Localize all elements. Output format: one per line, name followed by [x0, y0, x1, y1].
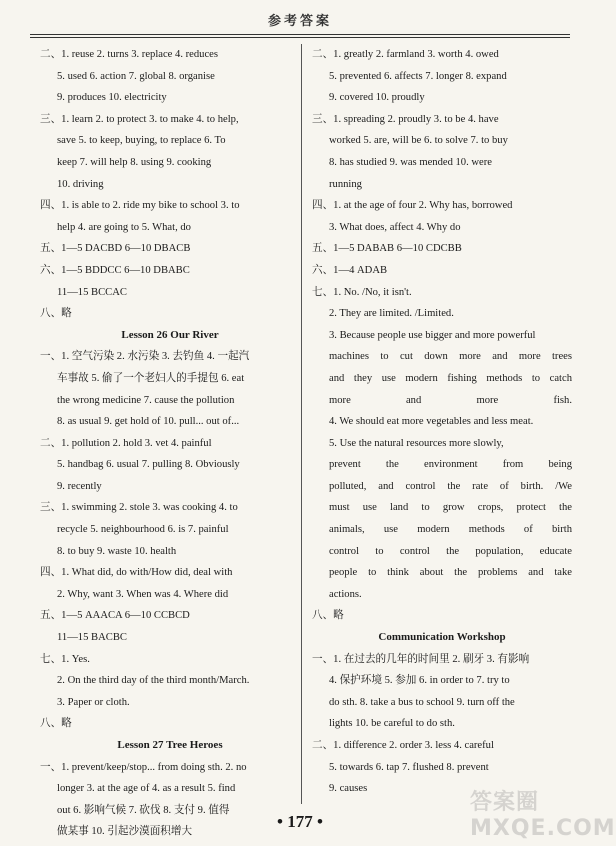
left-column — [40, 44, 300, 843]
answer-line: and they use modern fishing methods to catch — [329, 372, 572, 384]
answer-line: 二、1. pollution 2. hold 3. vet 4. painful — [40, 437, 212, 449]
answer-line: 二、1. greatly 2. farmland 3. worth 4. owed — [312, 49, 499, 60]
answer-line: 3. Paper or cloth. — [57, 696, 130, 708]
answer-line: 车事故 5. 偷了一个老妇人的手提包 6. eat — [57, 372, 245, 384]
answer-line: 4. We should eat more vegetables and less meat. — [329, 416, 534, 428]
answer-line: 2. They are limited. /Limited. — [329, 308, 454, 320]
answer-line: the wrong medicine 7. cause the pollution — [57, 394, 235, 406]
answer-line: 9. recently — [57, 480, 102, 492]
answer-line: worked 5. are, will be 6. to solve 7. to buy — [329, 135, 508, 147]
page-header: 参考答案 — [267, 13, 332, 28]
answer-line: 2. On the third day of the third month/March. — [57, 675, 250, 687]
answer-line: 8. as usual 9. get hold of 10. pull... out of... — [57, 416, 240, 428]
answer-line: 8. to buy 9. waste 10. health — [57, 545, 177, 557]
answer-line: do sth. 8. take a bus to school 9. turn off the — [329, 696, 515, 708]
answer-line: actions. — [329, 588, 362, 600]
answer-line: 一、1. 空气污染 2. 水污染 3. 去钓鱼 4. 一起汽 — [40, 351, 250, 363]
answer-line: help 4. are going to 5. What, do — [57, 221, 191, 233]
answer-line: 9. causes — [329, 783, 368, 795]
answer-line: 四、1. at the age of four 2. Why has, borrowed — [312, 200, 513, 212]
answer-line: 5. Use the natural resources more slowly, — [329, 437, 504, 449]
answer-line: 三、1. swimming 2. stole 3. was cooking 4. to — [40, 502, 238, 514]
answer-line: 五、1—5 DABAB 6—10 CDCBB — [312, 243, 462, 255]
answer-line: 六、1—4 ADAB — [312, 264, 388, 276]
answer-line: longer 3. at the age of 4. as a result 5. find — [57, 783, 236, 795]
answer-line: machines to cut down more and more trees — [329, 351, 572, 363]
answer-line: 3. Because people use bigger and more powerful — [329, 329, 536, 341]
column-divider — [301, 44, 302, 804]
watermark-logo: 答案圈 MXQE.COM — [470, 790, 616, 841]
page-number: • 177 • — [277, 812, 323, 831]
answer-line: lights 10. be careful to do sth. — [329, 718, 455, 730]
answer-line: recycle 5. neighbourhood 6. is 7. painful — [57, 524, 229, 536]
answer-line: 4. 保护环境 5. 参加 6. in order to 7. try to — [329, 675, 510, 687]
answer-line: 四、1. What did, do with/How did, deal with — [40, 567, 233, 579]
answer-line: people to think about the problems and take — [329, 567, 572, 579]
header-rule — [30, 34, 570, 35]
answer-line: 五、1—5 DACBD 6—10 DBACB — [40, 243, 191, 255]
answer-line: 11—15 BACBC — [57, 632, 127, 644]
answer-line: 5. prevented 6. affects 7. longer 8. expand — [329, 70, 507, 82]
answer-line: 八、略 — [40, 308, 72, 320]
answer-line: 二、1. difference 2. order 3. less 4. careful — [312, 740, 494, 751]
answer-line: 9. produces 10. electricity — [57, 92, 167, 104]
answer-line: 八、略 — [312, 610, 344, 622]
answer-line: 5. used 6. action 7. global 8. organise — [57, 70, 215, 82]
answer-line: 5. towards 6. tap 7. flushed 8. prevent — [329, 761, 489, 773]
section-title: Lesson 27 Tree Heroes — [117, 739, 223, 751]
answer-line: 10. driving — [57, 178, 104, 190]
answer-line: 2. Why, want 3. When was 4. Where did — [57, 588, 229, 600]
answer-line: 8. has studied 9. was mended 10. were — [329, 156, 492, 168]
right-column — [312, 44, 572, 800]
answer-line: 一、1. 在过去的几年的时间里 2. 刷牙 3. 有影响 — [312, 653, 530, 665]
answer-line: 八、略 — [40, 718, 72, 730]
answer-line: 做某事 10. 引起沙漠面积增大 — [57, 826, 193, 838]
answer-line: out 6. 影响气候 7. 砍伐 8. 支付 9. 值得 — [57, 804, 230, 816]
answer-line: 9. covered 10. proudly — [329, 92, 425, 104]
answer-line: control to control the population, educate — [329, 545, 572, 557]
answer-line: 六、1—5 BDDCC 6—10 DBABC — [40, 264, 190, 276]
answer-line: animals, use modern methods of birth — [329, 524, 572, 536]
answer-line: 三、1. spreading 2. proudly 3. to be 4. have — [312, 113, 499, 125]
answer-line: running — [329, 178, 362, 190]
answer-line: 三、1. learn 2. to protect 3. to make 4. to help, — [40, 113, 239, 125]
answer-line: 5. handbag 6. usual 7. pulling 8. Obviously — [57, 459, 240, 471]
section-title: Communication Workshop — [378, 631, 506, 644]
answer-line: prevent the environment from being — [329, 459, 572, 471]
answer-line: 五、1—5 AAACA 6—10 CCBCD — [40, 610, 190, 622]
answer-line: 一、1. prevent/keep/stop... from doing sth. 2. no — [40, 761, 247, 773]
answer-line: 3. What does, affect 4. Why do — [329, 221, 461, 233]
answer-line: keep 7. will help 8. using 9. cooking — [57, 156, 212, 168]
answer-line: 11—15 BCCAC — [57, 286, 127, 298]
answer-line: 七、1. Yes. — [40, 653, 90, 665]
section-title: Lesson 26 Our River — [121, 328, 219, 341]
answer-line: polluted, and control the rate of birth. /We — [329, 480, 572, 492]
answer-line: must use land to grow crops, protect the — [329, 502, 572, 514]
answer-line: 四、1. is able to 2. ride my bike to school 3. to — [40, 200, 240, 212]
header-rule-thin — [30, 37, 570, 38]
answer-line: 二、1. reuse 2. turns 3. replace 4. reduces — [40, 49, 218, 60]
answer-line: more and more fish. — [329, 394, 572, 406]
answer-line: 七、1. No. /No, it isn't. — [312, 286, 412, 298]
answer-line: save 5. to keep, buying, to replace 6. To — [57, 135, 226, 147]
